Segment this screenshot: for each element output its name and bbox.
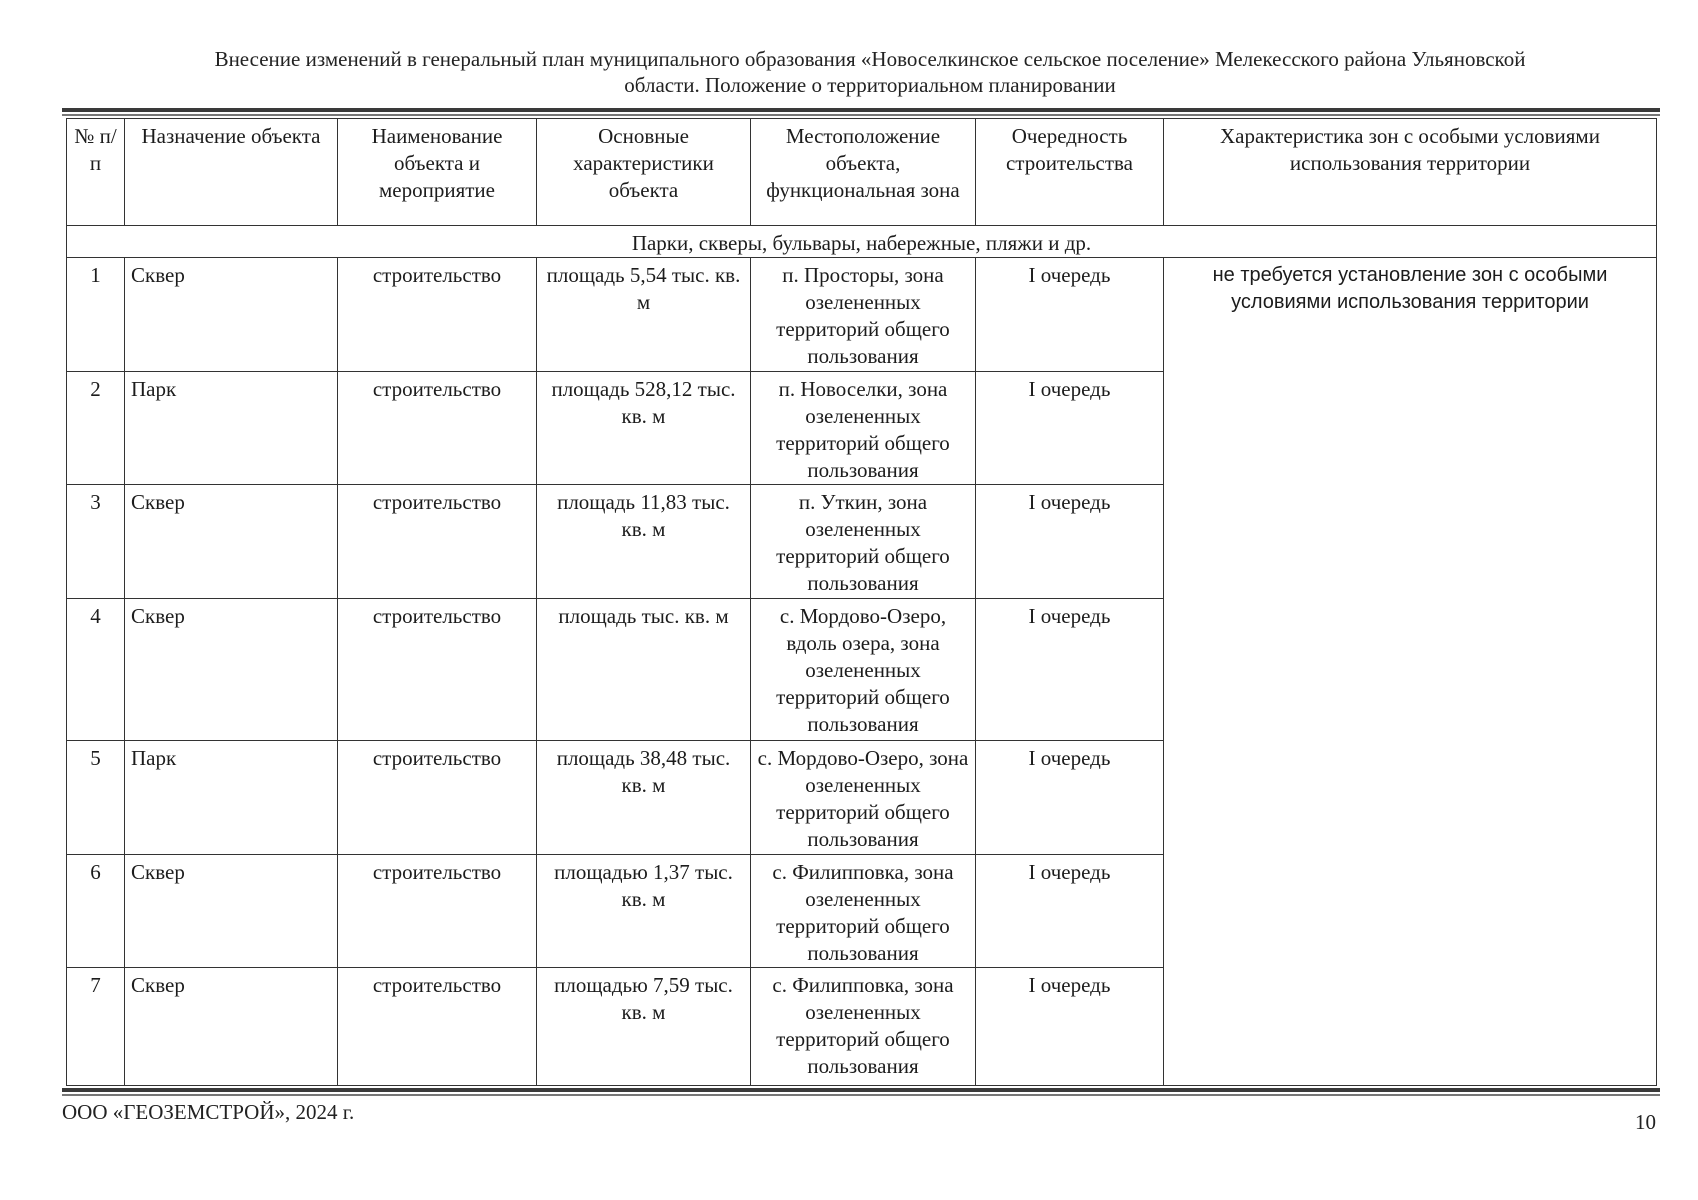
header-title-line1: Внесение изменений в генеральный план муниципального образования «Новоселкинское сельское поселение» Мелекесского района Ульяновской (214, 47, 1526, 71)
cell-action: строительство (338, 968, 537, 1086)
cell-action: строительство (338, 485, 537, 599)
cell-purpose: Парк (125, 371, 338, 485)
cell-number: 5 (67, 740, 125, 854)
table-row (67, 258, 1657, 372)
col-header-action: Наименование объекта и мероприятие (338, 119, 537, 226)
cell-zone-note: не требуется установление зон с особыми условиями использования территории (1164, 258, 1657, 1086)
cell-characteristics: площадь тыс. кв. м (537, 599, 751, 741)
cell-stage: I очередь (976, 968, 1164, 1086)
cell-characteristics: площадь 11,83 тыс. кв. м (537, 485, 751, 599)
cell-action: строительство (338, 854, 537, 968)
cell-purpose: Сквер (125, 599, 338, 741)
col-header-characteristics: Основные характеристики объекта (537, 119, 751, 226)
cell-number: 1 (67, 258, 125, 372)
cell-location: с. Филипповка, зона озелененных территорий общего пользования (751, 968, 976, 1086)
footer-company: ООО «ГЕОЗЕМСТРОЙ», 2024 г. (62, 1100, 355, 1124)
table-header-row (67, 119, 1657, 226)
cell-action: строительство (338, 740, 537, 854)
cell-stage: I очередь (976, 599, 1164, 741)
section-title: Парки, скверы, бульвары, набережные, пляжи и др. (67, 226, 1657, 258)
cell-stage: I очередь (976, 258, 1164, 372)
col-header-stage: Очередность строительства (976, 119, 1164, 226)
cell-characteristics: площадью 1,37 тыс. кв. м (537, 854, 751, 968)
cell-purpose: Сквер (125, 968, 338, 1086)
cell-characteristics: площадь 528,12 тыс. кв. м (537, 371, 751, 485)
page-number: 10 (1635, 1110, 1656, 1134)
cell-stage: I очередь (976, 371, 1164, 485)
cell-characteristics: площадь 5,54 тыс. кв. м (537, 258, 751, 372)
cell-number: 4 (67, 599, 125, 741)
cell-characteristics: площадь 38,48 тыс. кв. м (537, 740, 751, 854)
cell-number: 3 (67, 485, 125, 599)
document-header (90, 46, 1650, 98)
col-header-zones: Характеристика зон с особыми условиями использования территории (1164, 119, 1657, 226)
cell-characteristics: площадью 7,59 тыс. кв. м (537, 968, 751, 1086)
cell-action: строительство (338, 258, 537, 372)
cell-location: с. Мордово-Озеро, вдоль озера, зона озелененных территорий общего пользования (751, 599, 976, 741)
header-title-line2: области. Положение о территориальном планировании (624, 73, 1116, 97)
section-row (67, 226, 1657, 258)
cell-location: п. Новоселки, зона озелененных территорий общего пользования (751, 371, 976, 485)
cell-purpose: Сквер (125, 485, 338, 599)
cell-location: с. Филипповка, зона озелененных территорий общего пользования (751, 854, 976, 968)
cell-location: с. Мордово-Озеро, зона озелененных территорий общего пользования (751, 740, 976, 854)
top-divider (62, 108, 1660, 116)
cell-location: п. Уткин, зона озелененных территорий общего пользования (751, 485, 976, 599)
cell-stage: I очередь (976, 854, 1164, 968)
cell-purpose: Парк (125, 740, 338, 854)
cell-stage: I очередь (976, 485, 1164, 599)
cell-location: п. Просторы, зона озелененных территорий общего пользования (751, 258, 976, 372)
bottom-divider (62, 1088, 1660, 1096)
col-header-number: № п/п (67, 119, 125, 226)
cell-purpose: Сквер (125, 854, 338, 968)
cell-action: строительство (338, 599, 537, 741)
cell-number: 6 (67, 854, 125, 968)
col-header-location: Местоположение объекта, функциональная зона (751, 119, 976, 226)
cell-number: 2 (67, 371, 125, 485)
planning-table (66, 118, 1657, 1086)
cell-purpose: Сквер (125, 258, 338, 372)
cell-number: 7 (67, 968, 125, 1086)
cell-stage: I очередь (976, 740, 1164, 854)
col-header-purpose: Назначение объекта (125, 119, 338, 226)
cell-action: строительство (338, 371, 537, 485)
